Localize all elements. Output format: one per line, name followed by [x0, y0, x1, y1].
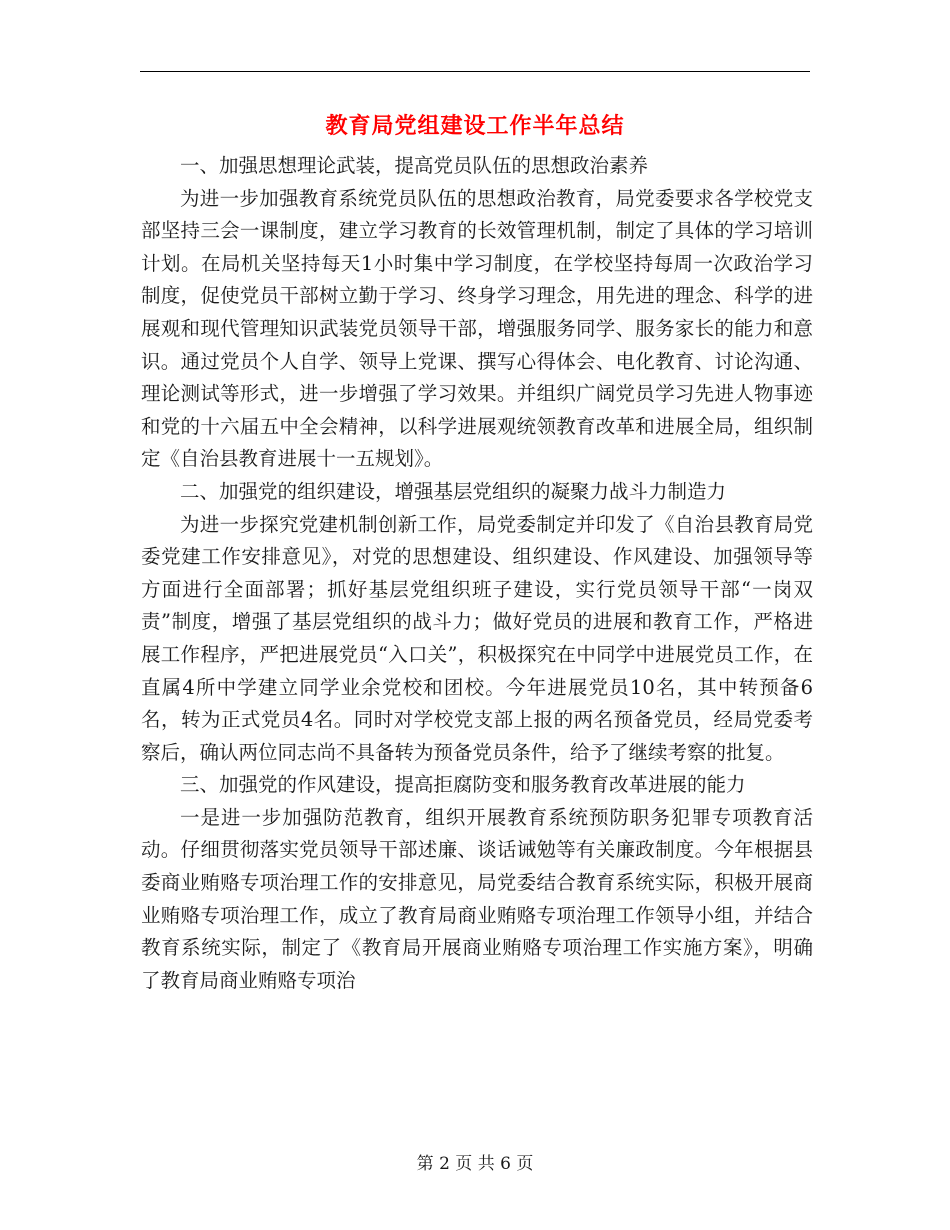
section-heading-1: 一、加强思想理论武装，提高党员队伍的思想政治素养	[180, 154, 649, 177]
paragraph-3: 一是进一步加强防范教育，组织开展教育系统预防职务犯罪专项教育活动。仔细贯彻落实党员领导干部述廉、谈话诫勉等有关廉政制度。今年根据县委商业贿赂专项治理工作的安排意见，局党委结合教育系统实际，积极开展商业贿赂专项治理工作，成立了教育局商业贿赂专项治理工作领导小组，并结合教育系统实际，制定了《教育局开展商业贿赂专项治理工作实施方案》，明确了教育局商业贿赂专项治	[141, 805, 813, 992]
document-title: 教育局党组建设工作半年总结	[325, 113, 625, 139]
paragraph-2: 为进一步探究党建机制创新工作，局党委制定并印发了《自治县教育局党委党建工作安排意见》，对党的思想建设、组织建设、作风建设、加强领导等方面进行全面部署；抓好基层党组织班子建设，实行党员领导干部“一岗双责”制度，增强了基层党组织的战斗力；做好党员的进展和教育工作，严格进展工作程序，严把进展党员“入口关”，积极探究在中同学中进展党员工作，在直属4所中学建立同学业余党校和团校。今年进展党员10名，其中转预备6名，转为正式党员4名。同时对学校党支部上报的两名预备党员，经局党委考察后，确认两位同志尚不具备转为预备党员条件，给予了继续考察的批复。	[141, 512, 813, 764]
section-heading-3: 三、加强党的作风建设，提高拒腐防变和服务教育改革进展的能力	[180, 773, 746, 797]
paragraph-1: 为进一步加强教育系统党员队伍的思想政治教育，局党委要求各学校党支部坚持三会一课制度，建立学习教育的长效管理机制，制定了具体的学习培训计划。在局机关坚持每天1小时集中学习制度，在学校坚持每周一次政治学习制度，促使党员干部树立勤于学习、终身学习理念，用先进的理念、科学的进展观和现代管理知识武装党员领导干部，增强服务同学、服务家长的能力和意识。通过党员个人自学、领导上党课、撰写心得体会、电化教育、讨论沟通、理论测试等形式，进一步增强了学习效果。并组织广阔党员学习先进人物事迹和党的十六届五中全会精神，以科学进展观统领教育改革和进展全局，组织制定《自治县教育进展十一五规划》。	[141, 186, 813, 471]
section-heading-2: 二、加强党的组织建设，增强基层党组织的凝聚力战斗力制造力	[180, 479, 727, 503]
document-body	[141, 150, 813, 997]
page-number: 第 2 页 共 6 页	[416, 1154, 534, 1174]
header-rule	[140, 71, 810, 72]
